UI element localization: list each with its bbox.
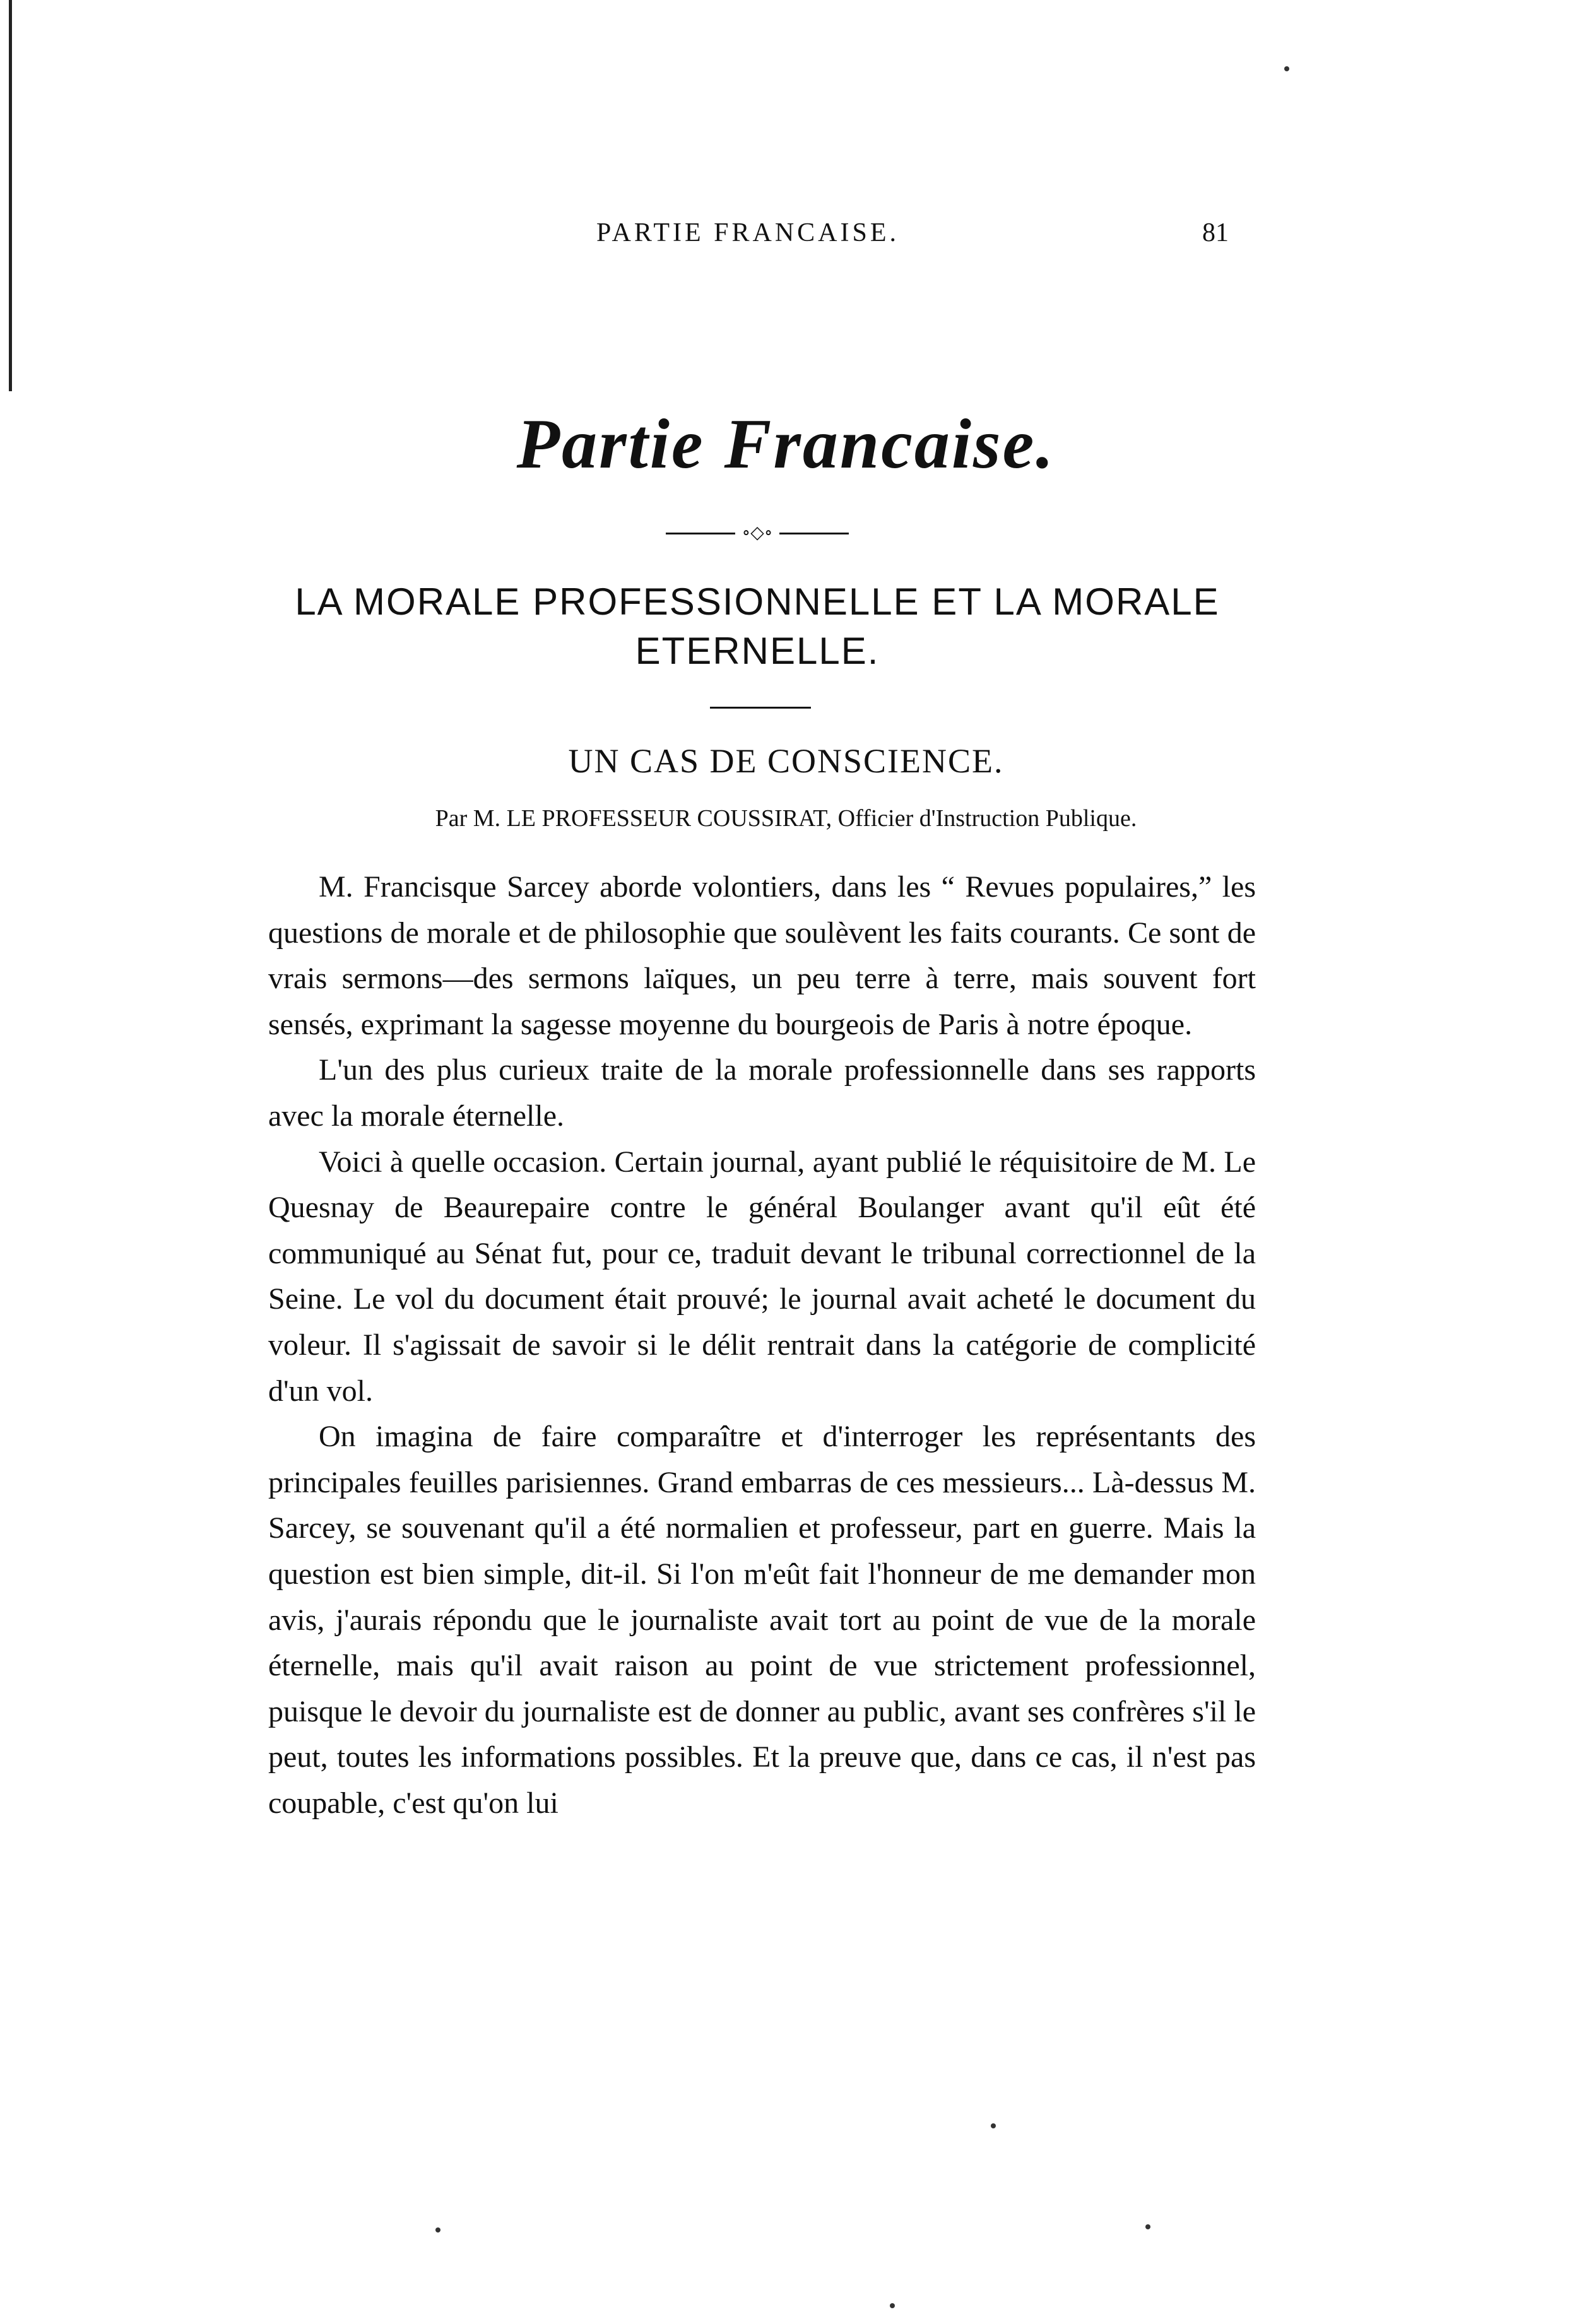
page-number: 81 bbox=[1202, 218, 1229, 247]
article-title: LA MORALE PROFESSIONNELLE ET LA MORALE ETERNELLE. bbox=[295, 581, 1220, 672]
part-title: Partie Francaise. bbox=[516, 405, 1056, 483]
paragraph: Voici à quelle occasion. Certain journal, ayant publié le réquisitoire de M. Le Quesnay de Beaurepaire contre le général Boulanger avant qu'il eût été communiqué au Sénat fut, pour ce, traduit devant le tribunal correctionnel de la Seine. Le vol du document était prouvé; le journal avait acheté le document du voleur. Il s'agissait de savoir si le délit rentrait dans la catégorie de complicité d'un vol. bbox=[268, 1145, 1256, 1408]
ornament-line-right bbox=[779, 533, 849, 534]
scan-speck bbox=[1145, 2224, 1150, 2229]
scan-speck bbox=[890, 2303, 895, 2308]
margin-rule bbox=[9, 0, 12, 391]
article-subtitle: UN CAS DE CONSCIENCE. bbox=[568, 742, 1004, 780]
ornament-divider bbox=[666, 524, 849, 543]
paragraph: M. Francisque Sarcey aborde volontiers, dans les “ Revues populaires,” les questions de morale et de philosophie que soulèvent les faits courants. Ce sont de vrais sermons—des sermons laïques, un peu terre à terre, mais souvent fort sensés, exprimant la sagesse moyenne du bourgeois de Paris à notre époque. bbox=[268, 870, 1256, 1041]
running-head bbox=[0, 218, 1572, 262]
scan-speck bbox=[435, 2227, 440, 2233]
paragraph: L'un des plus curieux traite de la morale professionnelle dans ses rapports avec la morale éternelle. bbox=[268, 1053, 1256, 1133]
scan-speck bbox=[991, 2123, 996, 2128]
paragraph: On imagina de faire comparaître et d'interroger les représentants des principales feuilles parisiennes. Grand embarras de ces messieurs... Là-dessus M. Sarcey, se souvenant qu'il a été normalien et professeur, part en guerre. Mais la question est bien simple, dit-il. Si l'on m'eût fait l'honneur de me demander mon avis, j'aurais répondu que le journaliste avait tort au point de vue de la morale éternelle, mais qu'il avait raison au point de vue strictement professionnel, puisque le devoir du journaliste est de donner au public, avant ses confrères s'il le peut, toutes les informations possibles. Et la preuve que, dans ce cas, il n'est pas coupable, c'est qu'on lui bbox=[268, 1420, 1256, 1820]
body-text bbox=[268, 864, 1256, 1826]
ornament-line-left bbox=[666, 533, 735, 534]
running-title: PARTIE FRANCAISE. bbox=[596, 218, 900, 247]
byline: Par M. LE PROFESSEUR COUSSIRAT, Officier d'Instruction Publique. bbox=[435, 805, 1137, 832]
scan-speck bbox=[1284, 66, 1289, 71]
ornament-glyph: ∘◇∘ bbox=[742, 523, 773, 543]
title-rule bbox=[710, 707, 811, 709]
